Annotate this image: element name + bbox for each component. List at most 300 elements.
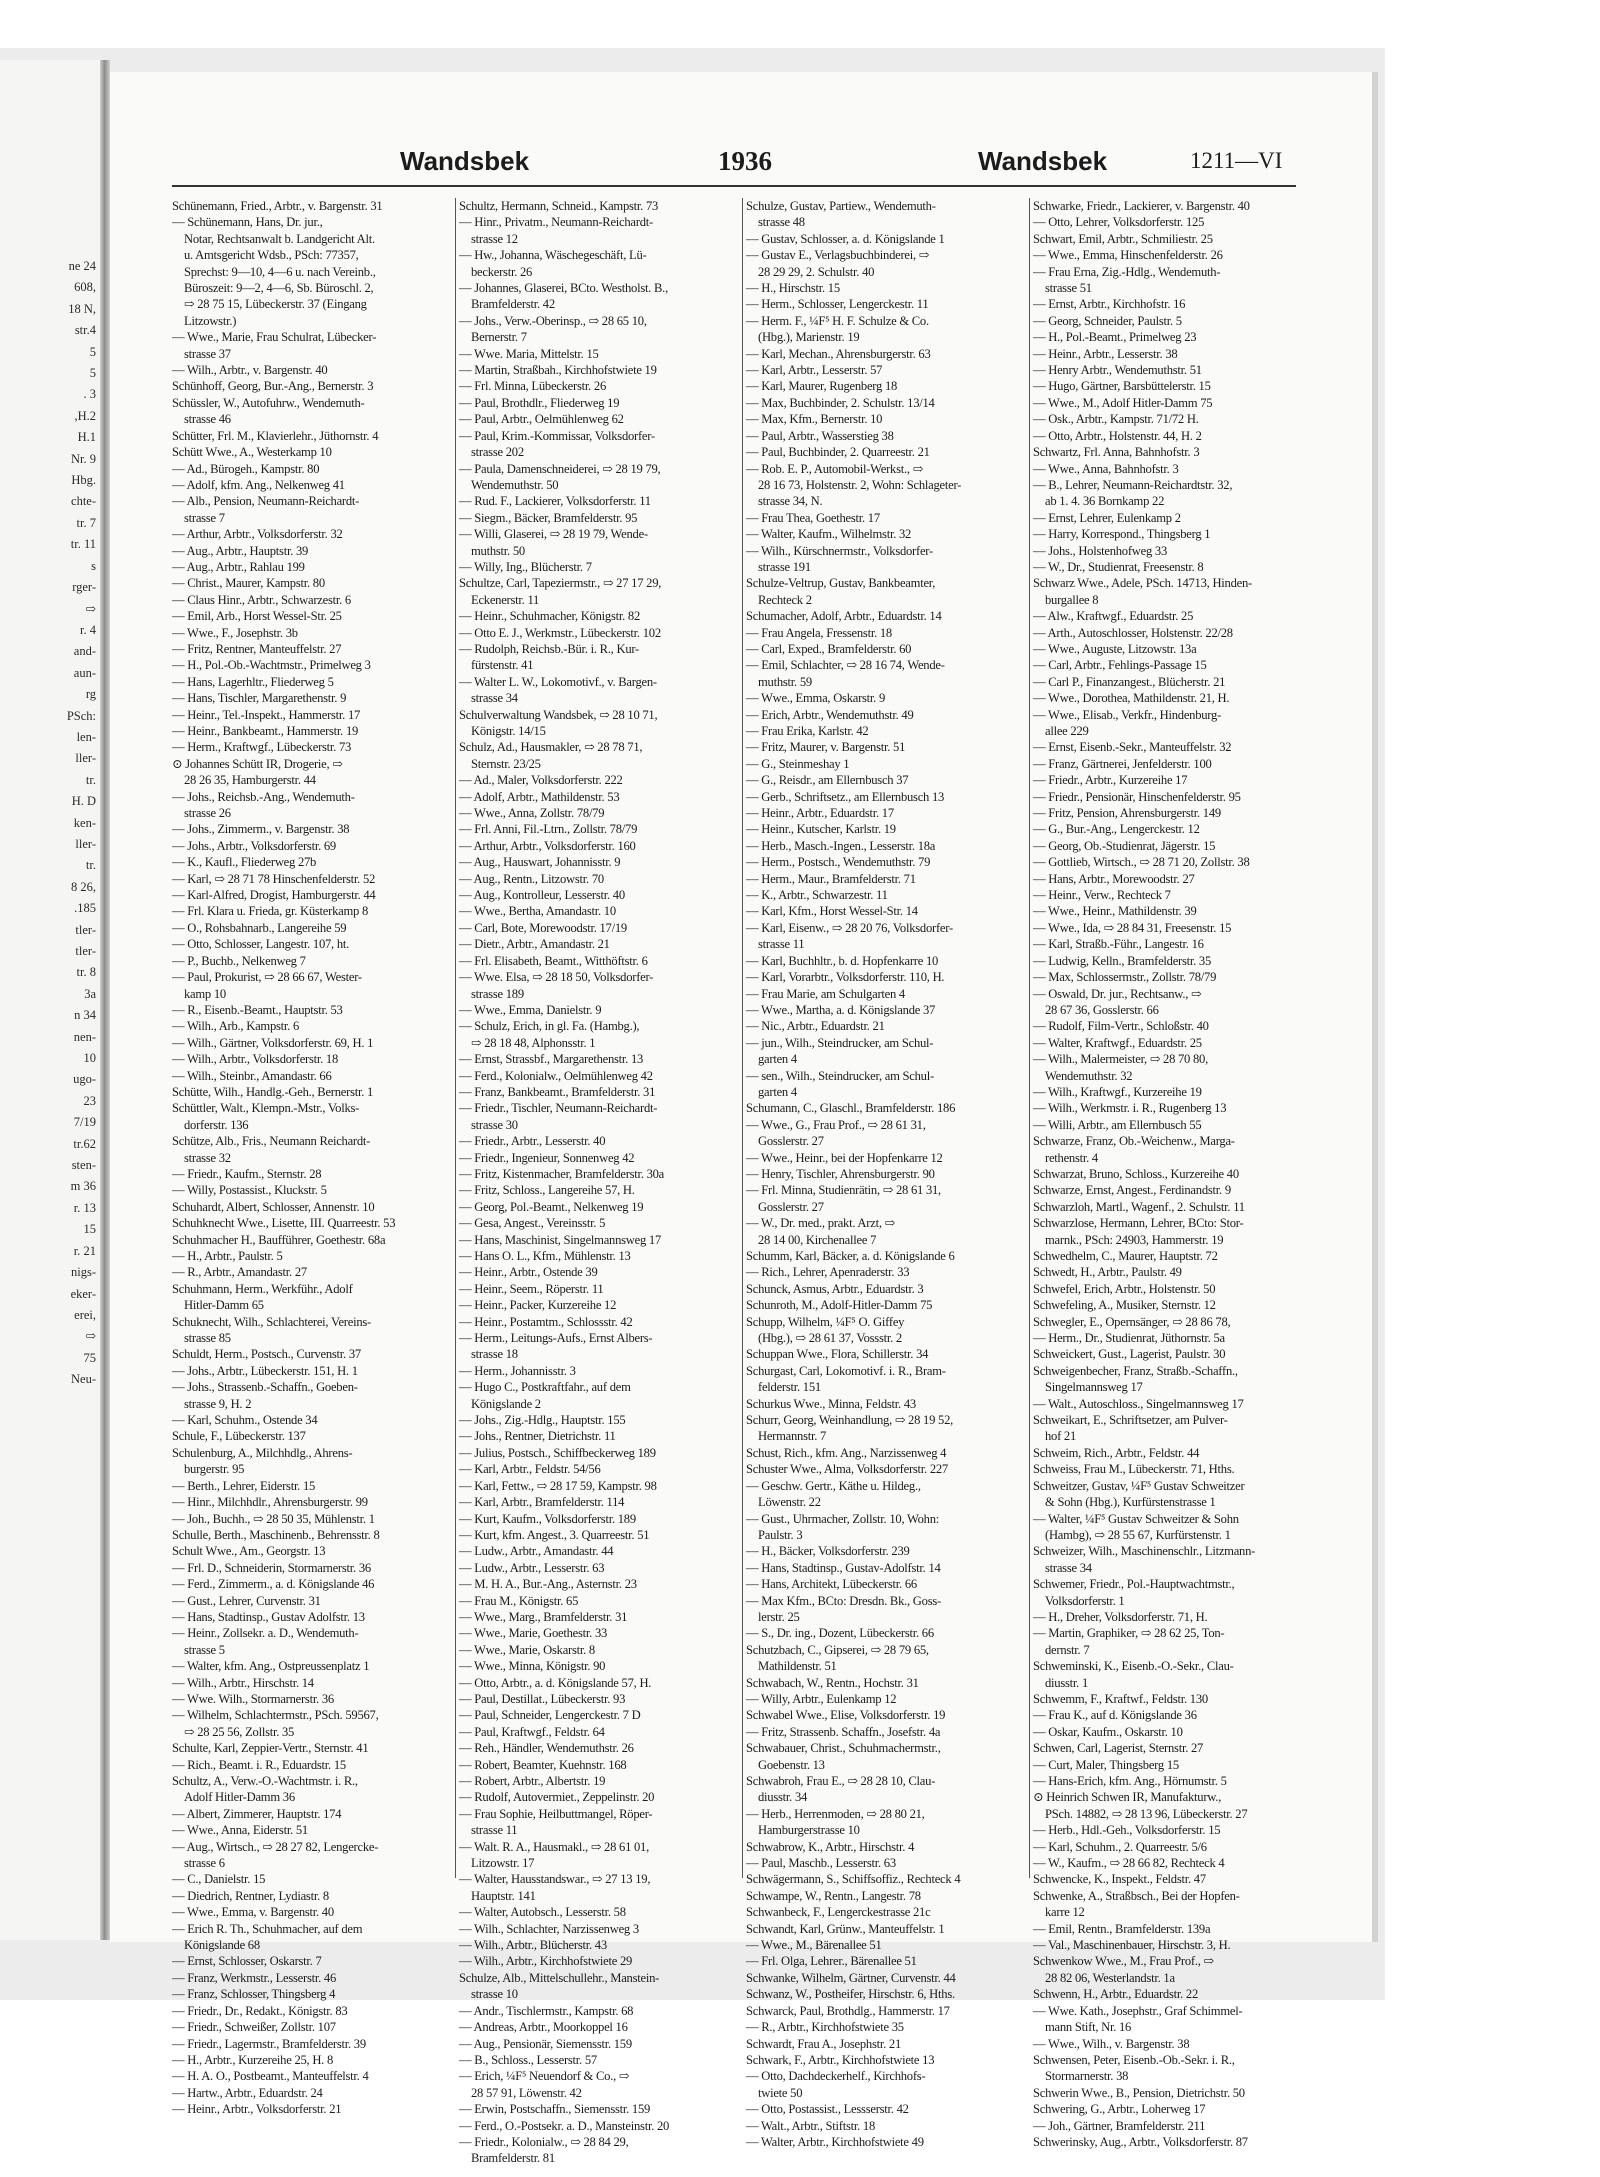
directory-entry: — Claus Hinr., Arbtr., Schwarzestr. 6 — [172, 592, 351, 607]
directory-entry: Schwering, G., Arbtr., Loherweg 17 — [1033, 2102, 1206, 2117]
directory-entry: strasse 9, H. 2 — [184, 1396, 252, 1411]
directory-entry: Hamburgerstrasse 10 — [758, 1823, 860, 1838]
directory-entry: — Wwe., F., Josephstr. 3b — [172, 625, 298, 640]
directory-entry: — Wwe., Elisab., Verkfr., Hindenburg- — [1033, 707, 1222, 722]
directory-entry: strasse 30 — [471, 1117, 518, 1132]
directory-entry: 28 14 00, Kirchenallee 7 — [758, 1232, 877, 1247]
directory-entry: — Johs., Arbtr., Lübeckerstr. 151, H. 1 — [172, 1363, 358, 1378]
previous-page-fragment: tler- — [75, 922, 96, 937]
directory-entry: Paulstr. 3 — [758, 1527, 803, 1542]
directory-entry: PSch. 14882, ⇨ 28 13 96, Lübeckerstr. 27 — [1045, 1806, 1248, 1821]
directory-entry: — Friedr., Kolonialw., ⇨ 28 84 29, — [459, 2134, 629, 2149]
directory-entry: burgerstr. 95 — [184, 1462, 245, 1477]
previous-page-fragment: .185 — [74, 901, 96, 916]
directory-entry: — Aug., Rentn., Litzowstr. 70 — [459, 871, 604, 886]
column-divider — [1029, 198, 1030, 1878]
directory-entry: — Walt., Arbtr., Stiftstr. 18 — [746, 2118, 875, 2133]
directory-entry: Hermannstr. 7 — [758, 1429, 827, 1444]
directory-entry: — Max, Kfm., Bernerstr. 10 — [746, 412, 883, 427]
directory-entry: — Karl, Vorarbtr., Volksdorferstr. 110, H. — [746, 970, 945, 985]
directory-entry: — Emil, Rentn., Bramfelderstr. 139a — [1033, 1921, 1211, 1936]
directory-entry: Sternstr. 23/25 — [471, 756, 541, 771]
directory-entry: Schust, Rich., kfm. Ang., Narzissenweg 4 — [746, 1445, 947, 1460]
previous-page-strip — [0, 60, 100, 1940]
directory-entry: Schulte, Karl, Zeppier-Vertr., Sternstr. 41 — [172, 1741, 369, 1756]
previous-page-fragment: r. 4 — [80, 622, 96, 637]
directory-entry: — B., Lehrer, Neumann-Reichardtstr. 32, — [1033, 477, 1233, 492]
directory-entry: Schult Wwe., Am., Georgstr. 13 — [172, 1544, 326, 1559]
previous-page-fragment: Neu- — [71, 1372, 96, 1387]
directory-entry: Schwanke, Wilhelm, Gärtner, Curvenstr. 44 — [746, 1970, 956, 1985]
directory-entry: — Wwe., Minna, Königstr. 90 — [459, 1659, 606, 1674]
previous-page-fragment: ller- — [75, 751, 96, 766]
directory-entry: — H., Dreher, Volksdorferstr. 71, H. — [1033, 1609, 1208, 1624]
directory-entry: — Friedr., Dr., Redakt., Königstr. 83 — [172, 2003, 348, 2018]
directory-entry: — Paul, Schneider, Lengerckestr. 7 D — [459, 1708, 641, 1723]
directory-entry: — Frau Thea, Goethestr. 17 — [746, 510, 880, 525]
previous-page-fragment: and- — [73, 644, 96, 659]
page-edge — [1372, 72, 1378, 1942]
directory-entry: — Wwe., G., Frau Prof., ⇨ 28 61 31, — [746, 1117, 926, 1132]
directory-entry: Schuhknecht Wwe., Lisette, III. Quarreestr. 53 — [172, 1216, 396, 1231]
directory-entry: — Ferd., Zimmerm., a. d. Königslande 46 — [172, 1577, 375, 1592]
directory-entry: Schweizer, Wilh., Maschinenschlr., Litzmann- — [1033, 1544, 1256, 1559]
directory-entry: — Hw., Johanna, Wäschegeschäft, Lü- — [459, 248, 647, 263]
previous-page-fragment: s — [91, 558, 96, 573]
directory-entry: — Friedr., Tischler, Neumann-Reichardt- — [459, 1101, 658, 1116]
directory-entry: — Val., Maschinenbauer, Hirschstr. 3, H. — [1033, 1938, 1231, 1953]
directory-entry: strasse 12 — [471, 231, 518, 246]
directory-entry: — G., Bur.-Ang., Lengerckestr. 12 — [1033, 822, 1200, 837]
directory-entry: — Frau Erna, Zig.-Hdlg., Wendemuth- — [1033, 264, 1221, 279]
directory-entry: — Hans, Maschinist, Singelmannsweg 17 — [459, 1232, 662, 1247]
previous-page-fragment: ⇨ — [85, 1329, 96, 1344]
directory-entry: Hauptstr. 141 — [471, 1888, 536, 1903]
directory-entry: muthstr. 59 — [758, 674, 812, 689]
directory-entry: — Johs., Rentner, Dietrichstr. 11 — [459, 1429, 616, 1444]
directory-entry: allee 229 — [1045, 724, 1089, 738]
previous-page-fragment: r. 13 — [73, 1200, 96, 1215]
directory-entry: Königslande 2 — [471, 1396, 541, 1411]
directory-entry: — Wwe., Heinr., bei der Hopfenkarre 12 — [746, 1150, 943, 1165]
directory-entry: — Aug., Wirtsch., ⇨ 28 27 82, Lengercke- — [172, 1839, 379, 1854]
directory-entry: — Wwe., Marie, Frau Schulrat, Lübecker- — [172, 330, 377, 345]
directory-entry: — K., Kaufl., Fliederweg 27b — [172, 855, 317, 870]
directory-entry: 28 26 35, Hamburgerstr. 44 — [184, 773, 316, 788]
directory-entry: Schwanbeck, F., Lengerckestrasse 21c — [746, 1905, 931, 1920]
directory-entry: — Wilh., Schlachter, Narzissenweg 3 — [459, 1921, 639, 1936]
directory-entry: Schuknecht, Wilh., Schlachterei, Vereins- — [172, 1314, 371, 1329]
directory-entry: — Hans, Arbtr., Morewoodstr. 27 — [1033, 871, 1195, 886]
directory-entry: — Frau K., auf d. Königslande 36 — [1033, 1708, 1197, 1723]
directory-entry: — Max, Buchbinder, 2. Schulstr. 13/14 — [746, 395, 935, 410]
book-gutter — [100, 60, 110, 1940]
directory-entry: — H., Arbtr., Kurzereihe 25, H. 8 — [172, 2052, 334, 2067]
directory-entry: Schwarze, Franz, Ob.-Weichenw., Marga- — [1033, 1134, 1235, 1149]
directory-entry: — Erich, ¼F⁵ Neuendorf & Co., ⇨ — [459, 2069, 630, 2084]
previous-page-fragment: erei, — [74, 1307, 96, 1322]
directory-entry: — Aug., Hauswart, Johannisstr. 9 — [459, 855, 621, 870]
directory-entry: — Wwe., Heinr., Mathildenstr. 39 — [1033, 904, 1197, 919]
directory-entry: — Paula, Damenschneiderei, ⇨ 28 19 79, — [459, 461, 661, 476]
directory-entry: Litzowstr. 17 — [471, 1856, 535, 1871]
directory-entry: — Emil, Arb., Horst Wessel-Str. 25 — [172, 609, 342, 624]
directory-entry: — Dietr., Arbtr., Amandastr. 21 — [459, 937, 610, 952]
directory-entry: — Karl, Maurer, Rugenberg 18 — [746, 379, 898, 394]
previous-page-fragment: ,H.2 — [74, 408, 96, 423]
directory-entry: — Wwe., Dorothea, Mathildenstr. 21, H. — [1033, 691, 1230, 706]
directory-entry: Schwegler, E., Opernsänger, ⇨ 28 86 78, — [1033, 1314, 1231, 1329]
directory-entry: — W., Kaufm., ⇨ 28 66 82, Rechteck 4 — [1033, 1856, 1225, 1871]
directory-entry: — Willi, Glaserei, ⇨ 28 19 79, Wende- — [459, 527, 648, 542]
directory-entry: — Otto, Dachdeckerhelf., Kirchhofs- — [746, 2069, 926, 2084]
directory-entry: — Johs., Zimmerm., v. Bargenstr. 38 — [172, 822, 350, 837]
directory-entry: Schwabel Wwe., Elise, Volksdorferstr. 19 — [746, 1708, 946, 1723]
directory-entry: — Johs., Strassenb.-Schaffn., Goeben- — [172, 1380, 358, 1395]
directory-entry: — H., Pol.-Beamt., Primelweg 23 — [1033, 330, 1197, 345]
directory-entry: Schulze-Veltrup, Gustav, Bankbeamter, — [746, 576, 936, 591]
directory-entry: — Rich., Beamt. i. R., Eduardstr. 15 — [172, 1757, 346, 1772]
directory-entry: — K., Arbtr., Schwarzestr. 11 — [746, 888, 888, 903]
directory-entry: — M. H. A., Bur.-Ang., Asternstr. 23 — [459, 1577, 637, 1592]
directory-entry: — Wwe. Kath., Josephstr., Graf Schimmel- — [1033, 2003, 1243, 2018]
directory-entry: — Frau Angela, Fressenstr. 18 — [746, 625, 892, 640]
column-4 — [1033, 198, 1313, 2149]
directory-entry: — Frl. Minna, Lübeckerstr. 26 — [459, 379, 606, 394]
directory-entry: — Rudolf, Film-Vertr., Schloßstr. 40 — [1033, 1019, 1209, 1034]
directory-entry: — Hartw., Arbtr., Eduardstr. 24 — [172, 2085, 323, 2100]
directory-entry: — Georg, Ob.-Studienrat, Jägerstr. 15 — [1033, 838, 1216, 853]
directory-entry: — Hugo C., Postkraftfahr., auf dem — [459, 1380, 631, 1395]
directory-entry: — Ernst, Eisenb.-Sekr., Manteuffelstr. 32 — [1033, 740, 1232, 755]
directory-entry: — Curt, Maler, Thingsberg 15 — [1033, 1757, 1179, 1772]
directory-entry: — Heinr., Arbtr., Eduardstr. 17 — [746, 806, 894, 821]
directory-entry: strasse 46 — [184, 412, 231, 427]
directory-entry: Schuster Wwe., Alma, Volksdorferstr. 227 — [746, 1462, 948, 1477]
directory-entry: — Karl, Fettw., ⇨ 28 17 59, Kampstr. 98 — [459, 1478, 657, 1493]
directory-entry: — Paul, Maschb., Lesserstr. 63 — [746, 1856, 896, 1871]
directory-entry: Gosslerstr. 27 — [758, 1199, 824, 1214]
directory-entry: — Arthur, Arbtr., Volksdorferstr. 32 — [172, 527, 343, 542]
directory-entry: — W., Dr., Studienrat, Freesenstr. 8 — [1033, 559, 1204, 574]
previous-page-fragment: tr.62 — [73, 1136, 96, 1151]
directory-entry: — Carl, Arbtr., Fehlings-Passage 15 — [1033, 658, 1207, 673]
directory-entry: — Hans, Stadtinsp., Gustav-Adolfstr. 14 — [746, 1560, 941, 1575]
previous-page-fragment: . 3 — [83, 387, 96, 402]
directory-entry: — Wwe., Anna, Eiderstr. 51 — [172, 1823, 308, 1838]
directory-entry: — Karl, Mechan., Ahrensburgerstr. 63 — [746, 346, 931, 361]
directory-entry: Schwartz, Frl. Anna, Bahnhofstr. 3 — [1033, 445, 1200, 460]
directory-entry: — Kurt, Kaufm., Volksdorferstr. 189 — [459, 1511, 636, 1526]
directory-entry: — Heinr., Arbtr., Lesserstr. 38 — [1033, 346, 1178, 361]
directory-entry: — Karl, Buchhltr., b. d. Hopfenkarre 10 — [746, 953, 939, 968]
directory-entry: — Johs., Reichsb.-Ang., Wendemuth- — [172, 789, 355, 804]
directory-entry: — Siegm., Bäcker, Bramfelderstr. 95 — [459, 510, 638, 525]
directory-entry: lerstr. 25 — [758, 1609, 800, 1624]
previous-page-fragment: 8 26, — [71, 879, 96, 894]
directory-entry: — sen., Wilh., Steindrucker, am Schul- — [746, 1068, 934, 1083]
directory-entry: — Georg, Pol.-Beamt., Nelkenweg 19 — [459, 1199, 644, 1214]
directory-entry: Schwarzlose, Hermann, Lehrer, BCto: Stor- — [1033, 1216, 1244, 1231]
previous-page-fragment: Nr. 9 — [71, 451, 96, 466]
directory-entry: Löwenstr. 22 — [758, 1495, 821, 1510]
directory-entry: — P., Buchb., Nelkenweg 7 — [172, 953, 306, 968]
directory-entry: Schwefeling, A., Musiker, Sternstr. 12 — [1033, 1298, 1216, 1313]
directory-entry: — H. A. O., Postbeamt., Manteuffelstr. 4 — [172, 2069, 369, 2084]
directory-entry: — Otto, Arbtr., a. d. Königslande 57, H. — [459, 1675, 652, 1690]
directory-entry: Schwarke, Friedr., Lackierer, v. Bargenstr. 40 — [1033, 199, 1250, 213]
directory-entry: — Frl. Minna, Studienrätin, ⇨ 28 61 31, — [746, 1183, 941, 1198]
directory-entry: — Wwe., Bertha, Amandastr. 10 — [459, 904, 616, 919]
directory-entry: — Wwe., Wilh., v. Bargenstr. 38 — [1033, 2036, 1190, 2051]
directory-entry: — Heinr., Kutscher, Karlstr. 19 — [746, 822, 896, 837]
directory-entry: ⊙ Heinrich Schwen IR, Manufakturw., — [1033, 1790, 1222, 1805]
directory-entry: — Heinr., Arbtr., Ostende 39 — [459, 1265, 598, 1280]
directory-entry: Notar, Rechtsanwalt b. Landgericht Alt. — [184, 231, 375, 246]
directory-entry: ab 1. 4. 36 Bornkamp 22 — [1045, 494, 1165, 509]
directory-entry: Schünhoff, Georg, Bur.-Ang., Bernerstr. 3 — [172, 379, 374, 394]
directory-entry: — Wilhelm, Schlachtermstr., PSch. 59567, — [172, 1708, 379, 1723]
directory-entry: — Aug., Pensionär, Siemensstr. 159 — [459, 2036, 632, 2051]
directory-entry: Schulze, Alb., Mittelschullehr., Manstein- — [459, 1970, 660, 1985]
directory-entry: strasse 6 — [184, 1856, 225, 1871]
directory-entry: — Adolf, Arbtr., Mathildenstr. 53 — [459, 789, 620, 804]
directory-entry: mann Stift, Nr. 16 — [1045, 2020, 1132, 2035]
directory-entry: — Wilh., Arbtr., Hirschstr. 14 — [172, 1675, 314, 1690]
directory-entry: Schwemm, F., Kraftwf., Feldstr. 130 — [1033, 1691, 1208, 1706]
directory-entry: — Willy, Ing., Blücherstr. 7 — [459, 559, 592, 574]
directory-entry: — Heinr., Bankbeamt., Hammerstr. 19 — [172, 724, 359, 738]
directory-entry: strasse 32 — [184, 1150, 231, 1165]
directory-entry: (Hambg), ⇨ 28 55 67, Kurfürstenstr. 1 — [1045, 1527, 1231, 1542]
directory-entry: Schütte, Wilh., Handlg.-Geh., Bernerstr. 1 — [172, 1084, 374, 1099]
previous-page-fragment: tr. — [85, 772, 96, 787]
directory-entry: — Wilh., Arbtr., Volksdorferstr. 18 — [172, 1052, 339, 1067]
directory-entry: beckerstr. 26 — [471, 264, 533, 279]
directory-entry: hof 21 — [1045, 1429, 1077, 1444]
directory-entry: — Wwe., Marie, Goethestr. 33 — [459, 1626, 608, 1641]
directory-entry: Schuhmacher H., Baufführer, Goethestr. 68a — [172, 1232, 386, 1247]
directory-entry: Bernerstr. 7 — [471, 330, 527, 345]
directory-entry: — Karl, Arbtr., Feldstr. 54/56 — [459, 1462, 601, 1477]
directory-entry: Schwenke, A., Straßbsch., Bei der Hopfen- — [1033, 1888, 1240, 1903]
directory-entry: — Karl, Arbtr., Lesserstr. 57 — [746, 363, 883, 378]
directory-entry: Rechteck 2 — [758, 592, 812, 607]
directory-entry: — Gustav, Schlosser, a. d. Königslande 1 — [746, 231, 945, 246]
directory-entry: — Wwe., Anna, Zollstr. 78/79 — [459, 806, 605, 821]
directory-entry: — Franz, Schlosser, Thingsberg 4 — [172, 1987, 336, 2002]
directory-entry: Hitler-Damm 65 — [184, 1298, 264, 1313]
directory-entry: Schwarze, Ernst, Angest., Ferdinandstr. 9 — [1033, 1183, 1231, 1198]
directory-entry: Schweim, Rich., Arbtr., Feldstr. 44 — [1033, 1445, 1200, 1460]
directory-entry: — Alb., Pension, Neumann-Reichardt- — [172, 494, 360, 509]
directory-entry: — Fritz, Maurer, v. Bargenstr. 51 — [746, 740, 906, 755]
directory-entry: — Paul, Destillat., Lübeckerstr. 93 — [459, 1691, 626, 1706]
directory-entry: — Ad., Maler, Volksdorferstr. 222 — [459, 773, 623, 788]
directory-entry: — Robert, Beamter, Kuehnstr. 168 — [459, 1757, 627, 1772]
directory-entry: — Hans O. L., Kfm., Mühlenstr. 13 — [459, 1249, 631, 1263]
previous-page-fragment: nen- — [73, 1029, 96, 1044]
directory-entry: — Friedr., Schweißer, Zollstr. 107 — [172, 2020, 336, 2035]
previous-page-fragment: tr. 7 — [76, 515, 96, 530]
directory-entry: — Kurt, kfm. Angest., 3. Quarreestr. 51 — [459, 1527, 650, 1542]
directory-entry: — Ludwig, Kelln., Bramfelderstr. 35 — [1033, 953, 1212, 968]
directory-entry: — Gerb., Schriftsetz., am Ellernbusch 13 — [746, 789, 945, 804]
directory-entry: & Sohn (Hbg.), Kurfürstenstrasse 1 — [1045, 1495, 1216, 1510]
directory-entry: — Carl, Bote, Morewoodstr. 17/19 — [459, 920, 627, 935]
directory-entry: — Rich., Lehrer, Apenraderstr. 33 — [746, 1265, 910, 1280]
directory-entry: — Frau M., Königstr. 65 — [459, 1593, 579, 1608]
previous-page-fragment: nigs- — [71, 1265, 96, 1280]
directory-entry: — Hans, Tischler, Margarethenstr. 9 — [172, 691, 347, 706]
directory-entry: — H., Pol.-Ob.-Wachtmstr., Primelweg 3 — [172, 658, 371, 673]
directory-entry: Gosslerstr. 27 — [758, 1134, 824, 1149]
directory-entry: Schumm, Karl, Bäcker, a. d. Königslande 6 — [746, 1249, 955, 1263]
directory-entry: strasse 189 — [471, 986, 524, 1001]
directory-entry: — Paul, Krim.-Kommissar, Volksdorfer- — [459, 428, 655, 443]
directory-entry: — Fritz, Pension, Ahrensburgerstr. 149 — [1033, 806, 1221, 821]
directory-entry: — Martin, Graphiker, ⇨ 28 62 25, Ton- — [1033, 1626, 1225, 1641]
directory-entry: — Otto, Schlosser, Langestr. 107, ht. — [172, 937, 350, 952]
directory-entry: — Herm., Schlosser, Lengerckestr. 11 — [746, 297, 929, 312]
directory-entry: Schuhardt, Albert, Schlosser, Annenstr. 10 — [172, 1199, 375, 1214]
directory-entry: muthstr. 50 — [471, 543, 525, 558]
directory-entry: — Walter L. W., Lokomotivf., v. Bargen- — [459, 674, 657, 689]
directory-entry: — Ernst, Strassbf., Margarethenstr. 13 — [459, 1052, 644, 1067]
directory-entry: — Karl, Arbtr., Bramfelderstr. 114 — [459, 1495, 625, 1510]
directory-entry: ⇨ 28 25 56, Zollstr. 35 — [184, 1724, 295, 1739]
directory-entry: — Ernst, Lehrer, Eulenkamp 2 — [1033, 510, 1181, 525]
directory-entry: — Friedr., Arbtr., Kurzereihe 17 — [1033, 773, 1188, 788]
directory-entry: — Franz, Bankbeamt., Bramfelderstr. 31 — [459, 1084, 656, 1099]
directory-entry: strasse 85 — [184, 1331, 231, 1346]
previous-page-fragment: ⇨ — [85, 601, 96, 616]
column-divider — [455, 198, 456, 1878]
directory-entry: Bramfelderstr. 81 — [471, 2151, 555, 2166]
directory-entry: Goebenstr. 13 — [758, 1757, 825, 1772]
directory-entry: — Herm., Johannisstr. 3 — [459, 1363, 576, 1378]
directory-entry: — Herm., Leitungs-Aufs., Ernst Albers- — [459, 1331, 653, 1346]
directory-entry: — Herm. F., ¼F⁵ H. F. Schulze & Co. — [746, 313, 929, 328]
directory-entry: — Wwe. Wilh., Stormarnerstr. 36 — [172, 1691, 334, 1706]
directory-entry: — Willy, Arbtr., Eulenkamp 12 — [746, 1691, 897, 1706]
directory-entry: — Wwe., Marg., Bramfelderstr. 31 — [459, 1609, 628, 1624]
directory-entry: — Heinr., Packer, Kurzereihe 12 — [459, 1298, 617, 1313]
directory-entry: — Frau Erika, Karlstr. 42 — [746, 724, 869, 738]
directory-entry: — R., Arbtr., Amandastr. 27 — [172, 1265, 307, 1280]
previous-page-fragment: 7/19 — [73, 1115, 96, 1130]
directory-entry: — Paul, Kraftwgf., Feldstr. 64 — [459, 1724, 605, 1739]
directory-entry: Schwenkow Wwe., M., Frau Prof., ⇨ — [1033, 1954, 1214, 1969]
directory-entry: — Osk., Arbtr., Kampstr. 71/72 H. — [1033, 412, 1199, 427]
directory-entry: dorferstr. 136 — [184, 1117, 249, 1132]
directory-entry: — Paul, Arbtr., Oelmühlenweg 62 — [459, 412, 624, 427]
directory-entry: — Reh., Händler, Wendemuthstr. 26 — [459, 1741, 634, 1756]
previous-page-fragment: tr. 8 — [76, 965, 96, 980]
directory-entry: Schwerin Wwe., B., Pension, Dietrichstr. 50 — [1033, 2085, 1245, 2100]
directory-columns — [172, 198, 1302, 2166]
directory-entry: — Gust., Lehrer, Curvenstr. 31 — [172, 1593, 321, 1608]
directory-entry: u. Amtsgericht Wdsb., PSch: 77357, — [184, 248, 359, 263]
directory-entry: strasse 10 — [471, 1987, 518, 2002]
directory-entry: — Ludw., Arbtr., Amandastr. 44 — [459, 1544, 614, 1559]
directory-entry: — Wilh., Arb., Kampstr. 6 — [172, 1019, 299, 1034]
directory-entry: Schuppan Wwe., Flora, Schillerstr. 34 — [746, 1347, 929, 1362]
directory-entry: — Wwe., Emma, Hinschenfelderstr. 26 — [1033, 248, 1223, 263]
directory-entry: — Wwe., Marie, Oskarstr. 8 — [459, 1642, 595, 1657]
directory-entry: Schulverwaltung Wandsbek, ⇨ 28 10 71, — [459, 707, 658, 722]
directory-entry: Wendemuthstr. 32 — [1045, 1068, 1133, 1083]
directory-entry: Schwarz Wwe., Adele, PSch. 14713, Hinden- — [1033, 576, 1252, 591]
previous-page-fragment: Hbg. — [71, 473, 96, 488]
directory-entry: — Walter, Kraftwgf., Eduardstr. 25 — [1033, 1035, 1202, 1050]
directory-entry: — Aug., Kontrolleur, Lesserstr. 40 — [459, 888, 625, 903]
previous-page-fragment: 23 — [83, 1093, 96, 1108]
header-rule — [172, 185, 1296, 187]
directory-entry: — Gustav E., Verlagsbuchbinderei, ⇨ — [746, 248, 930, 263]
directory-entry: — Johs., Zig.-Hdlg., Hauptstr. 155 — [459, 1413, 626, 1428]
directory-entry: — Frl. D., Schneiderin, Stormarnerstr. 36 — [172, 1560, 371, 1575]
directory-entry: twiete 50 — [758, 2085, 803, 2100]
directory-entry: — Frl. Anni, Fil.-Ltrn., Zollstr. 78/79 — [459, 822, 638, 837]
directory-entry: — Wilh., Arbtr., Kirchhofstwiete 29 — [459, 1954, 633, 1969]
directory-entry: — B., Schloss., Lesserstr. 57 — [459, 2052, 597, 2067]
previous-page-fragment: ne 24 — [68, 259, 96, 273]
directory-entry: — Herm., Postsch., Wendemuthstr. 79 — [746, 855, 931, 870]
directory-entry: — Rob. E. P., Automobil-Werkst., ⇨ — [746, 461, 924, 476]
directory-entry: — Paul, Arbtr., Wasserstieg 38 — [746, 428, 894, 443]
directory-entry: — Gesa, Angest., Vereinsstr. 5 — [459, 1216, 606, 1231]
directory-entry: — Karl, ⇨ 28 71 78 Hinschenfelderstr. 52 — [172, 871, 376, 886]
directory-entry: — Otto, Lehrer, Volksdorferstr. 125 — [1033, 215, 1205, 230]
directory-entry: diusstr. 34 — [758, 1790, 808, 1805]
directory-entry: — Wwe., Emma, Oskarstr. 9 — [746, 691, 886, 706]
directory-entry: Schultze, Carl, Tapeziermstr., ⇨ 27 17 29, — [459, 576, 662, 591]
directory-entry: — Frau Marie, am Schulgarten 4 — [746, 986, 905, 1001]
directory-entry: strasse 191 — [758, 559, 811, 574]
previous-page-fragment: aun- — [73, 665, 96, 680]
directory-entry: — Walt. R. A., Hausmakl., ⇨ 28 61 01, — [459, 1839, 650, 1854]
directory-entry: — Fritz, Strassenb. Schaffn., Josefstr. 4a — [746, 1724, 941, 1739]
directory-entry: — Friedr., Kaufm., Sternstr. 28 — [172, 1166, 322, 1181]
directory-entry: Schunck, Asmus, Arbtr., Eduardstr. 3 — [746, 1281, 924, 1296]
directory-entry: Schwabrow, K., Arbtr., Hirschstr. 4 — [746, 1839, 915, 1854]
directory-entry: Schwefel, Erich, Arbtr., Holstenstr. 50 — [1033, 1281, 1216, 1296]
directory-entry: — Frl. Olga, Lehrer., Bärenallee 51 — [746, 1954, 917, 1969]
directory-entry: — Johs., Holstenhofweg 33 — [1033, 543, 1168, 558]
directory-entry: — Hans, Architekt, Lübeckerstr. 66 — [746, 1577, 917, 1592]
directory-entry: strasse 34, N. — [758, 494, 823, 509]
directory-entry: — Herb., Hdl.-Geh., Volksdorferstr. 15 — [1033, 1823, 1221, 1838]
directory-entry: — Adolf, kfm. Ang., Nelkenweg 41 — [172, 477, 345, 492]
directory-entry: — Aug., Arbtr., Hauptstr. 39 — [172, 543, 309, 558]
directory-entry: — Ferd., O.-Postsekr. a. D., Mansteinstr. 20 — [459, 2118, 670, 2133]
directory-entry: — Wwe., Emma, v. Bargenstr. 40 — [172, 1905, 334, 1920]
directory-entry: — Diedrich, Rentner, Lydiastr. 8 — [172, 1888, 329, 1903]
directory-entry: Schwemer, Friedr., Pol.-Hauptwachtmstr., — [1033, 1577, 1235, 1592]
directory-entry: — Wwe. Elsa, ⇨ 28 18 50, Volksdorfer- — [459, 970, 654, 985]
directory-entry: 28 57 91, Löwenstr. 42 — [471, 2085, 582, 2100]
directory-entry: — Christ., Maurer, Kampstr. 80 — [172, 576, 325, 591]
directory-entry: Schwardt, Frau A., Josephstr. 21 — [746, 2036, 902, 2051]
directory-entry: — Karl, Kfm., Horst Wessel-Str. 14 — [746, 904, 918, 919]
directory-entry: Schünemann, Fried., Arbtr., v. Bargenstr. 31 — [172, 199, 383, 213]
directory-entry: — Erich R. Th., Schuhmacher, auf dem — [172, 1921, 363, 1936]
directory-entry: — Arth., Autoschlosser, Holstenstr. 22/28 — [1033, 625, 1233, 640]
directory-entry: 28 67 36, Gosslerstr. 66 — [1045, 1002, 1159, 1017]
directory-entry: strasse 51 — [1045, 281, 1092, 296]
directory-entry: — Rud. F., Lackierer, Volksdorferstr. 11 — [459, 494, 651, 509]
